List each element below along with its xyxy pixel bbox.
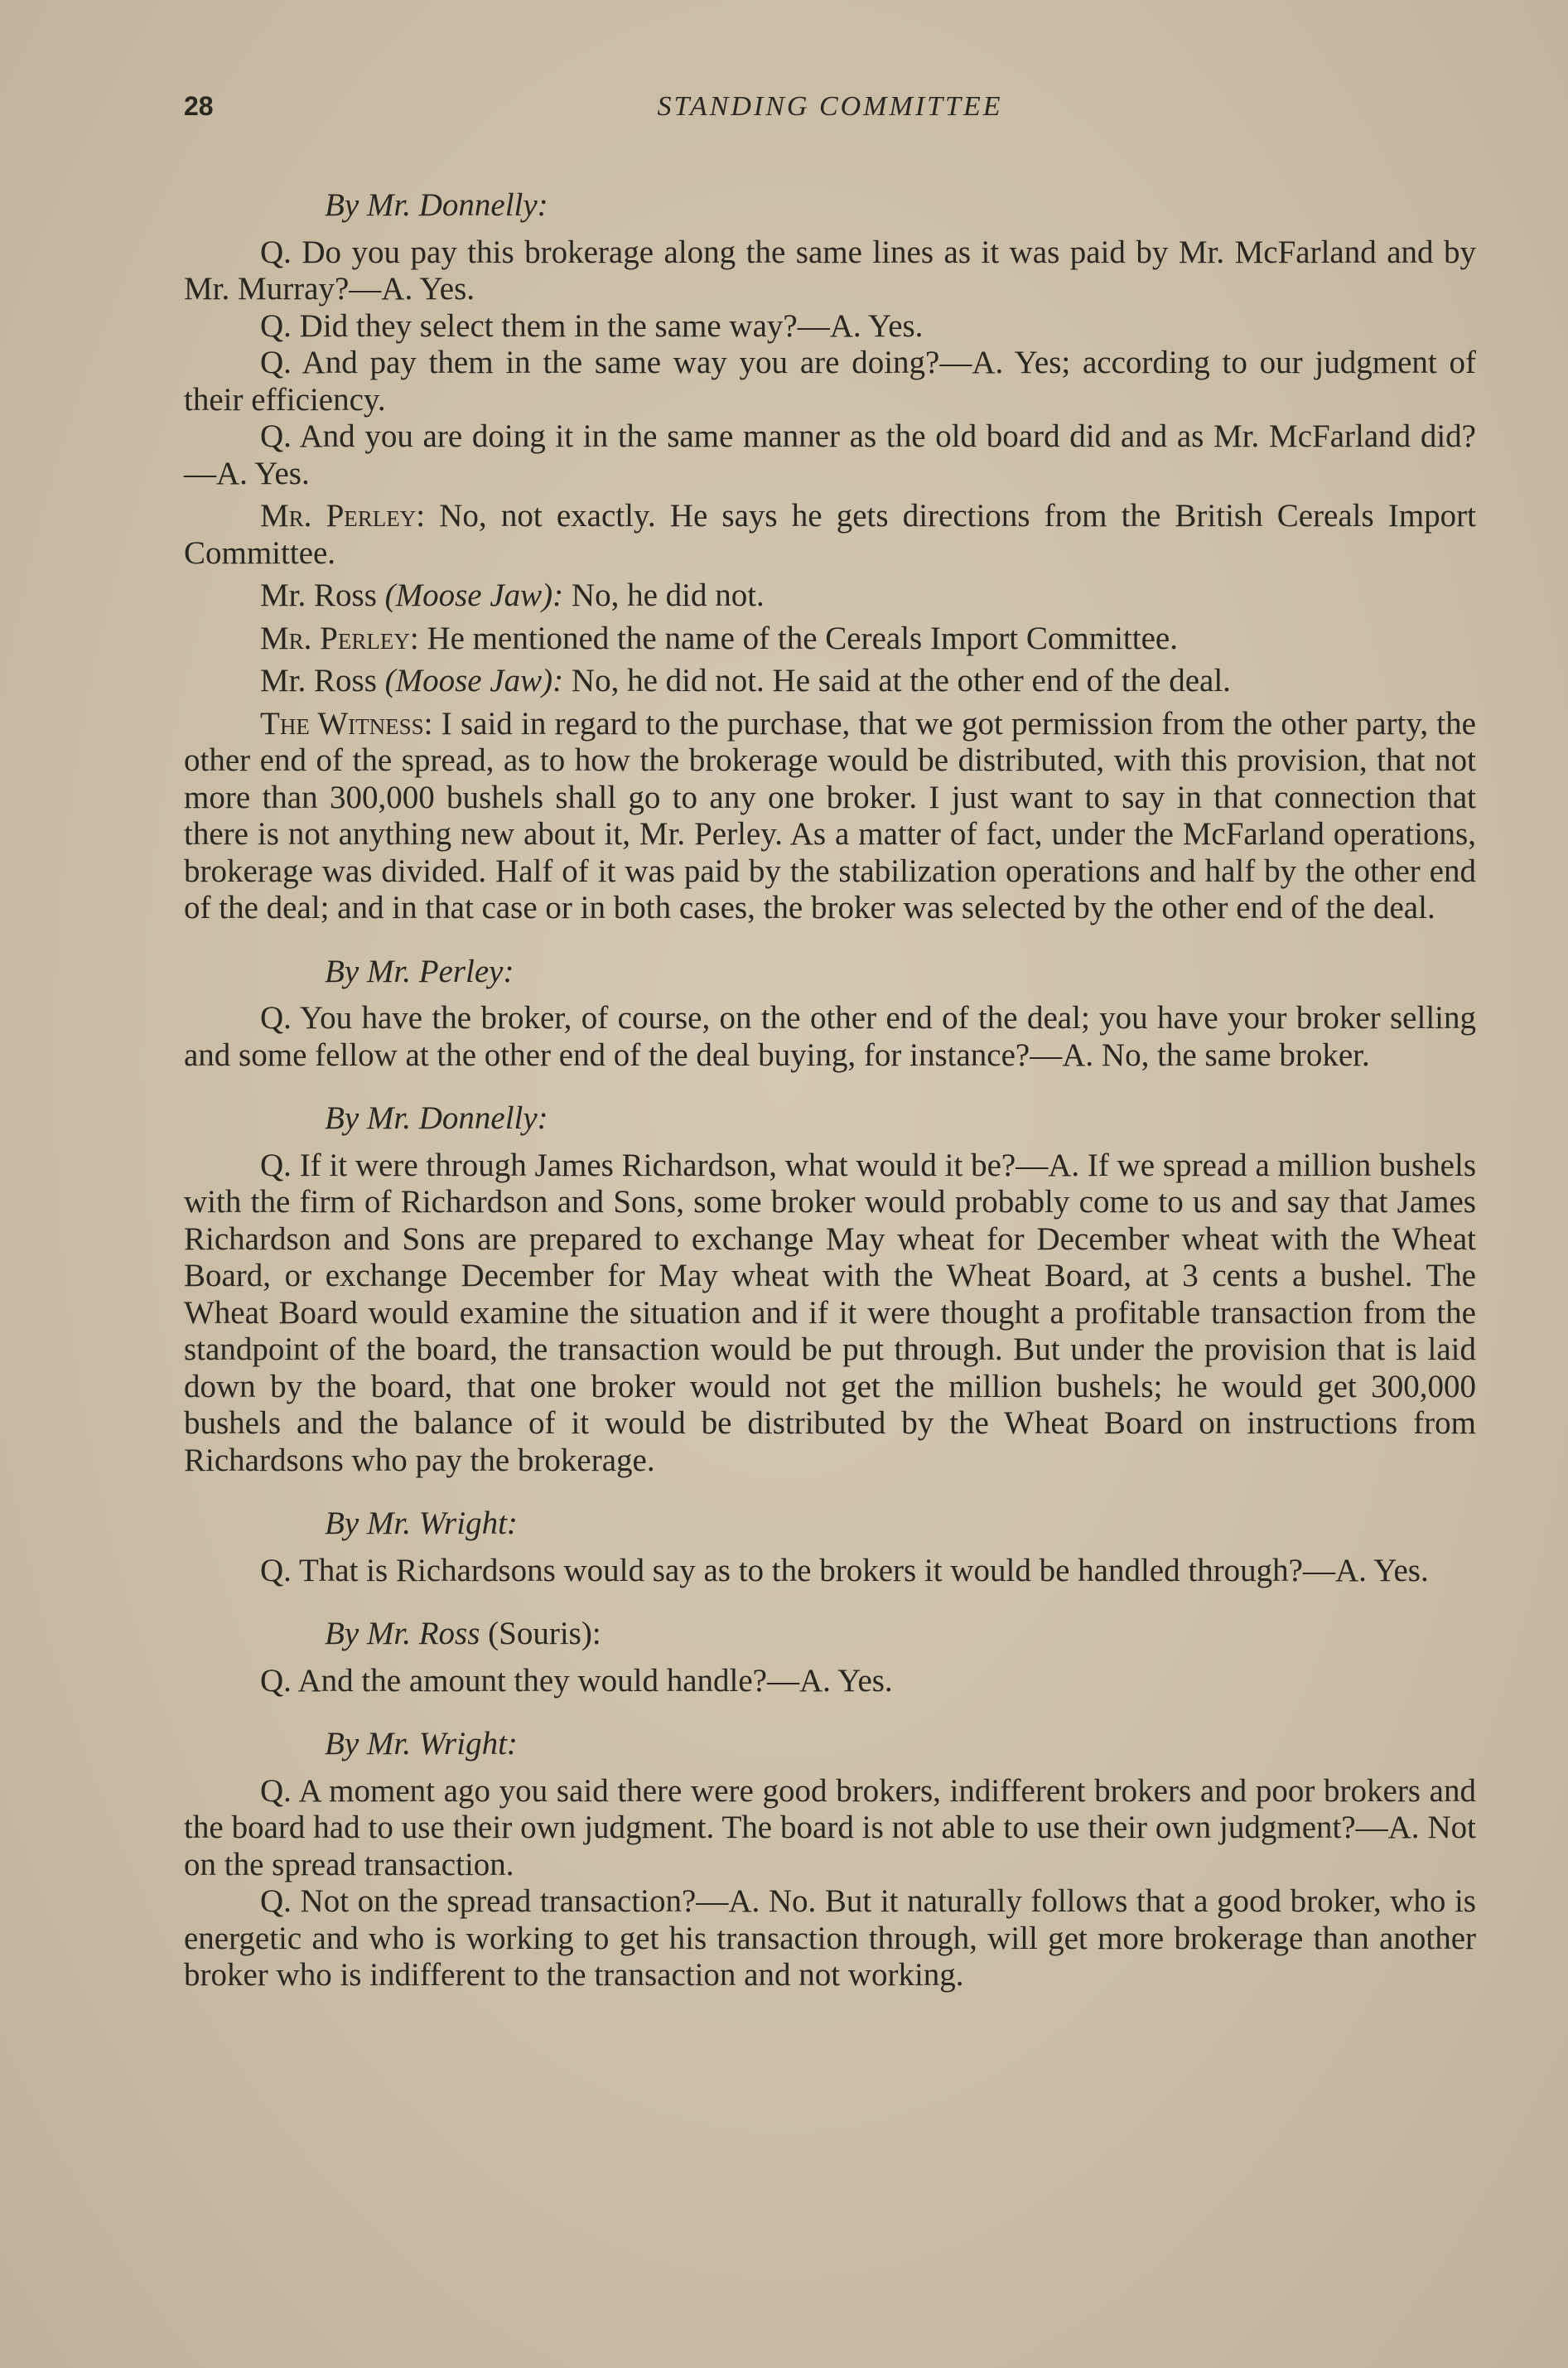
question-answer: Q. Not on the spread transaction?—A. No. But it naturally follows that a good broker, who is energetic and who is working to get his transaction through, will get more brokerage than another broker who is indifferent to the transaction and not working. [184, 1883, 1476, 1993]
remark-text: No, he did not. He said at the other end of the deal. [563, 663, 1231, 698]
examiner-name: By Mr. Ross [325, 1616, 480, 1651]
committee-remark [184, 621, 1476, 658]
examiner-heading [184, 1616, 1476, 1653]
question-answer: Q. Do you pay this brokerage along the same lines as it was paid by Mr. McFarland and by Mr. Murray?—A. Yes. [184, 234, 1476, 307]
question-answer: Q. Did they select them in the same way?—A. Yes. [260, 307, 924, 344]
speaker-name: Mr. Ross [260, 578, 377, 613]
question-answer: Q. If it were through James Richardson, what would it be?—A. If we spread a million bushels with the firm of Richardson and Sons, some broker would probably come to us and say that James Richardson and Sons are prepared to exchange May wheat for December wheat with the Wheat Board, or exchange December for May wheat with the Wheat Board, at 3 cents a bushel. The Wheat Board would examine the situation and if it were thought a profitable transaction from the standpoint of the board, the transaction would be put through. But under the provision that is laid down by the board, that one broker would not get the million bushels; he would get 300,000 bushels and the balance of it would be distributed by the Wheat Board on instructions from Richardsons who pay the brokerage. [184, 1147, 1476, 1478]
document-page [184, 86, 1476, 1994]
remark-text: : No, not exactly. He says he gets directions from the British Cereals Import Committee. [184, 498, 1476, 571]
remark-text: : He mentioned the name of the Cereals Import Committee. [409, 620, 1178, 656]
question-answer: Q. A moment ago you said there were good brokers, indifferent brokers and poor brokers and the board had to use their own judgment. The board is not able to use their own judgment?—A. Not on the spread transaction. [184, 1772, 1476, 1882]
remark-text: No, he did not. [563, 578, 765, 613]
speaker-name: Mr. Perley [260, 498, 417, 534]
question-answer: Q. That is Richardsons would say as to the brokers it would be handled through?—A. Yes. [260, 1552, 1429, 1588]
examiner-heading: By Mr. Wright: [325, 1505, 518, 1541]
page-header [184, 86, 1476, 136]
committee-remark [184, 578, 1476, 615]
question-answer: Q. You have the broker, of course, on the other end of the deal; you have your broker selling and some fellow at the other end of the deal buying, for instance?—A. No, the same broker. [184, 1000, 1476, 1073]
page-number: 28 [184, 91, 214, 121]
transcript-body [184, 187, 1476, 1994]
committee-remark [184, 498, 1476, 572]
examiner-heading: By Mr. Perley: [325, 953, 514, 989]
witness-statement [184, 706, 1476, 927]
speaker-name: Mr. Ross [260, 663, 377, 698]
examiner-heading: By Mr. Wright: [325, 1726, 518, 1762]
examiner-heading: By Mr. Donnelly: [325, 187, 548, 223]
speaker-riding: (Moose Jaw): [384, 663, 564, 698]
committee-remark [184, 663, 1476, 700]
speaker-name: The Witness [260, 705, 424, 742]
question-answer: Q. And the amount they would handle?—A. Yes. [260, 1662, 893, 1699]
question-answer: Q. And pay them in the same way you are doing?—A. Yes; according to our judgment of their efficiency. [184, 345, 1476, 418]
running-head: STANDING COMMITTEE [657, 91, 1003, 122]
speaker-riding: (Moose Jaw): [384, 578, 564, 613]
question-answer: Q. And you are doing it in the same manner as the old board did and as Mr. McFarland did?—A. Yes. [184, 418, 1476, 491]
statement-text: : I said in regard to the purchase, that we got permission from the other party, the other end of the spread, as to how the brokerage would be distributed, with this provision, that not more than 300,000 bushels shall go to any one broker. I just want to say in that connection that there is not anything new about it, Mr. Perley. As a matter of fact, under the McFarland operations, brokerage was divided. Half of it was paid by the stabilization operations and half by the other end of the deal; and in that case or in both cases, the broker was selected by the other end of the deal. [184, 705, 1476, 925]
examiner-heading: By Mr. Donnelly: [325, 1100, 548, 1136]
examiner-riding: (Souris): [480, 1616, 601, 1651]
speaker-name: Mr. Perley [260, 620, 410, 656]
